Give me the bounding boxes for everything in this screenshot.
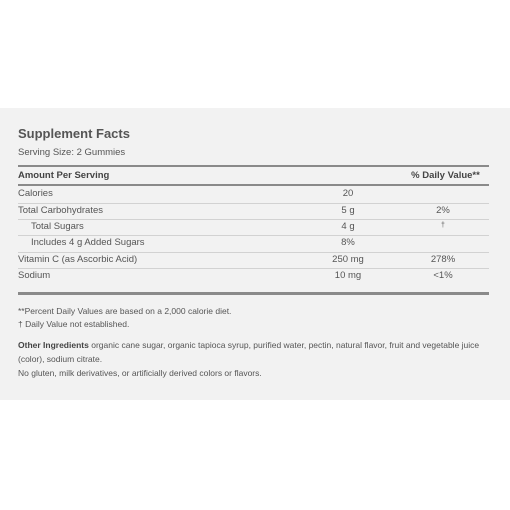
header-rule [18,184,489,186]
header-amount-per-serving: Amount Per Serving [18,170,110,181]
row-amount: 4 g [341,221,355,232]
row-amount: 5 g [341,205,355,216]
row-name: Includes 4 g Added Sugars [31,237,145,248]
header-daily-value: % Daily Value** [411,170,480,181]
row-dv: 2% [436,205,450,216]
serving-size: Serving Size: 2 Gummies [18,147,126,158]
row-dv: <1% [433,270,453,281]
other-ingredients-text: organic cane sugar, organic tapioca syrup, purified water, pectin, natural flavor, fruit and vegetable juice (color), sodium citrate. [18,340,480,364]
row-name: Calories [18,188,53,199]
other-ingredients [18,338,488,380]
footnote-dagger: † Daily Value not established. [18,319,130,329]
row-divider [18,203,489,204]
row-name: Sodium [18,270,51,281]
bottom-rule [18,292,489,295]
row-name: Total Carbohydrates [18,205,104,216]
row-divider [18,219,489,220]
table-row [18,188,489,204]
row-name: Vitamin C (as Ascorbic Acid) [18,254,138,265]
allergen-note: No gluten, milk derivatives, or artificially derived colors or flavors. [18,368,262,378]
row-amount: 10 mg [334,270,362,281]
row-amount: 8% [341,237,355,248]
row-amount: 20 [342,188,354,199]
table-row [18,237,489,253]
table-row [18,270,489,286]
row-divider [18,235,489,236]
row-amount: 250 mg [332,254,364,265]
footnote-percent-dv: **Percent Daily Values are based on a 2,000 calorie diet. [18,306,232,316]
row-dv: 278% [430,254,456,265]
supplement-facts-panel [0,108,510,400]
row-divider [18,268,489,269]
row-dv: † [441,222,445,229]
row-name: Total Sugars [31,221,84,232]
top-rule [18,165,489,167]
row-divider [18,252,489,253]
supplement-facts-title: Supplement Facts [18,126,130,141]
other-ingredients-label: Other Ingredients [18,340,89,350]
